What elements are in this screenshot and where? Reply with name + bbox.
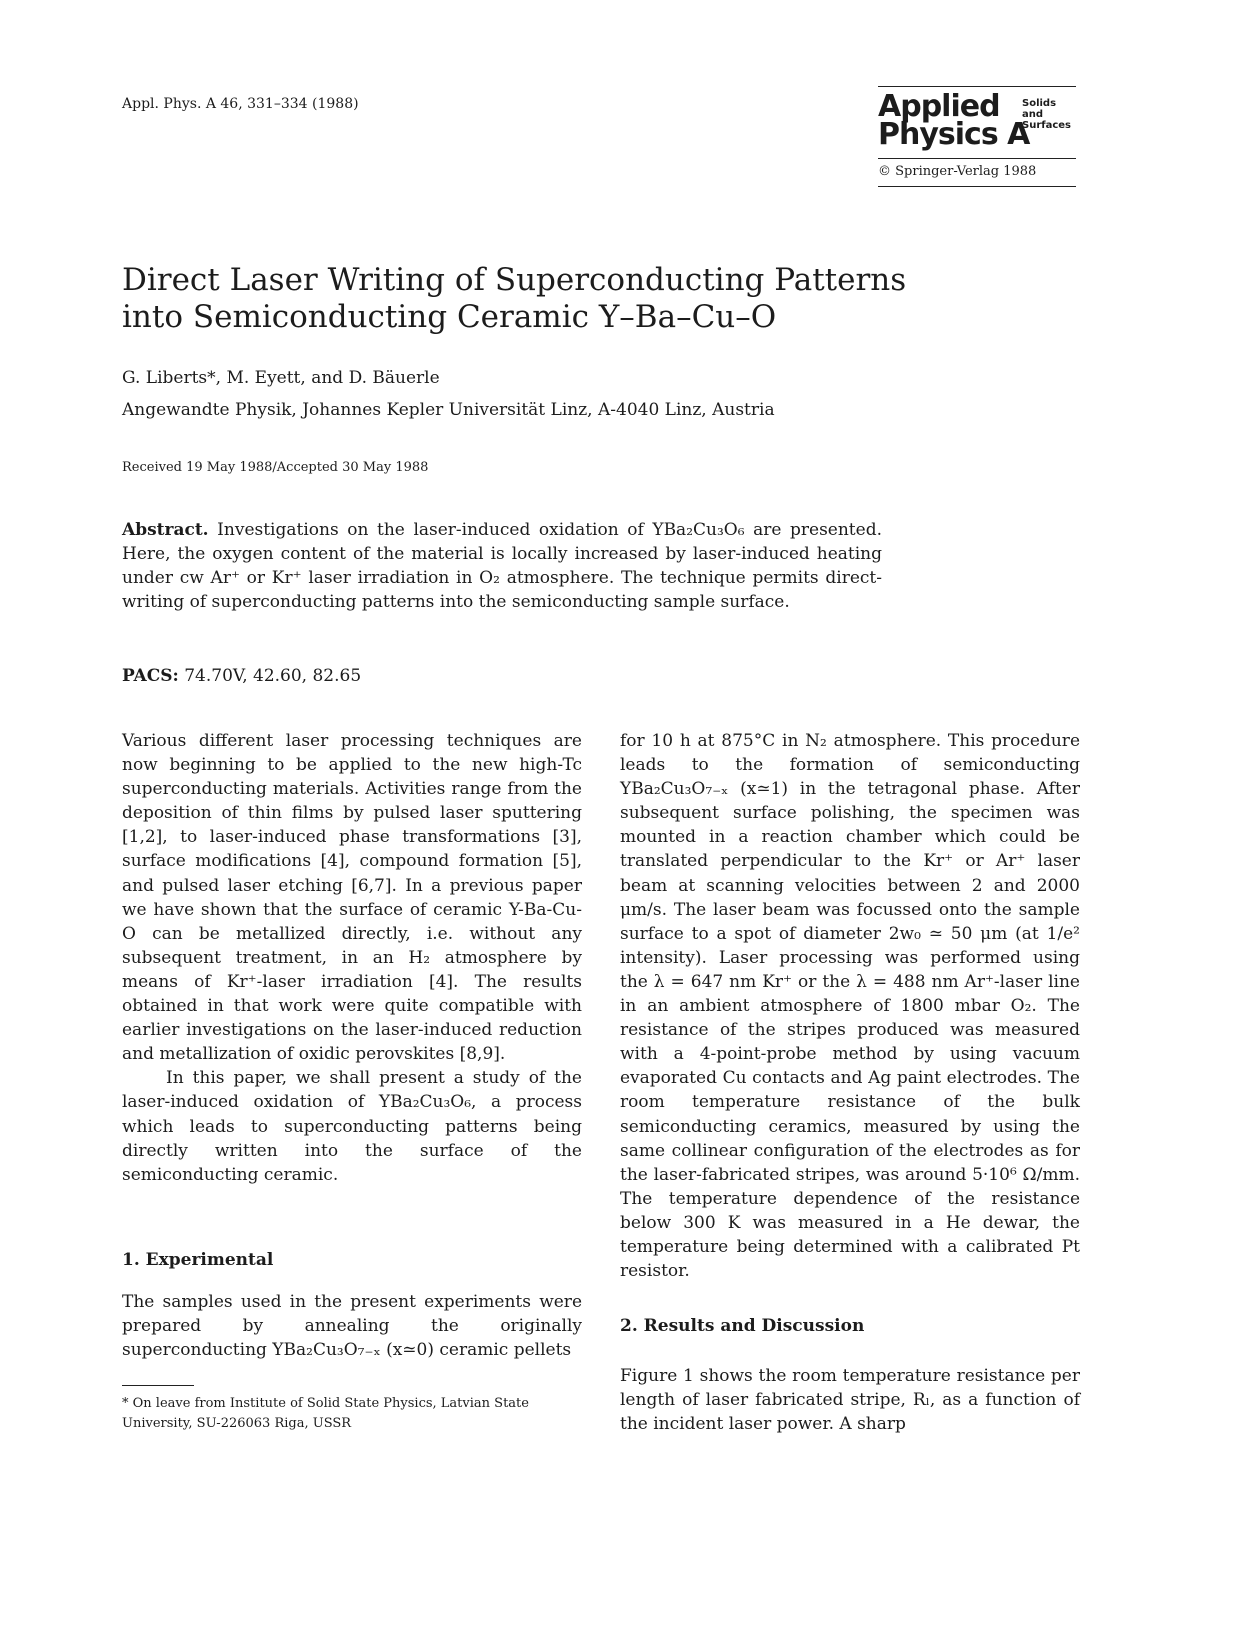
left-column-experimental xyxy=(122,1290,582,1362)
abstract-text: Investigations on the laser-induced oxidation of YBa₂Cu₃O₆ are presented. Here, the oxygen content of the material is locally increased by laser-induced heating under cw Ar⁺ or Kr⁺ laser irradiation in O₂ atmosphere. The technique permits direct-writing of superconducting patterns into the semiconducting sample surface. xyxy=(122,520,882,612)
logo-middle-rule xyxy=(878,158,1076,159)
logo-subtitle-surfaces: Surfaces xyxy=(1022,120,1072,131)
intro-paragraph-2: In this paper, we shall present a study of the laser-induced oxidation of YBa₂Cu₃O₆, a process which leads to superconducting patterns being directly written into the surface of the semiconducting ceramic. xyxy=(122,1068,582,1185)
footnote: * On leave from Institute of Solid State Physics, Latvian State University, SU-226063 Riga, USSR xyxy=(122,1396,529,1431)
logo-subtitle-and: and xyxy=(1022,109,1044,120)
experimental-paragraph-start: The samples used in the present experiments were prepared by annealing the originally superconducting YBa₂Cu₃O₇₋ₓ (x≃0) ceramic pellets xyxy=(122,1292,582,1361)
experimental-paragraph-continued: for 10 h at 875°C in N₂ atmosphere. This procedure leads to the formation of semiconducting YBa₂Cu₃O₇₋ₓ (x≃1) in the tetragonal phase. After subsequent surface polishing, the specimen was mounted in a reaction chamber which could be translated perpendicular to the Kr⁺ or Ar⁺ laser beam at scanning velocities between 2 and 2000 μm/s. The laser beam was focussed onto the sample surface to a spot of diameter 2w₀ ≃ 50 μm (at 1/e² intensity). Laser processing was performed using the λ = 647 nm Kr⁺ or the λ = 488 nm Ar⁺-laser line in an ambient atmosphere of 1800 mbar O₂. The resistance of the stripes produced was measured with a 4-point-probe method by using vacuum evaporated Cu contacts and Ag paint electrodes. The room temperature resistance of the bulk semiconducting ceramics, measured by using the same collinear configuration of the electrodes as for the laser-fabricated stripes, was around 5·10⁶ Ω/mm. The temperature dependence of the resistance below 300 K was measured in a He dewar, the temperature being determined with a calibrated Pt resistor. xyxy=(620,731,1080,1282)
intro-paragraph-1: Various different laser processing techniques are now beginning to be applied to the new high-Tc superconducting materials. Activities range from the deposition of thin films by pulsed laser sputtering [1,2], to laser-induced phase transformations [3], surface modifications [4], compound formation [5], and pulsed laser etching [6,7]. In a previous paper we have shown that the surface of ceramic Y-Ba-Cu-O can be metallized directly, i.e. without any subsequent treatment, in an H₂ atmosphere by means of Kr⁺-laser irradiation [4]. The results obtained in that work were quite compatible with earlier investigations on the laser-induced reduction and metallization of oxidic perovskites [8,9]. xyxy=(122,731,582,1065)
logo-top-rule xyxy=(878,86,1076,87)
journal-reference: Appl. Phys. A 46, 331–334 (1988) xyxy=(122,96,359,112)
copyright: © Springer-Verlag 1988 xyxy=(878,164,1037,179)
logo-bottom-rule xyxy=(878,186,1076,187)
journal-logo xyxy=(878,86,1076,192)
section-heading-experimental: 1. Experimental xyxy=(122,1250,274,1270)
pacs-label: PACS: xyxy=(122,666,179,686)
footnote-rule xyxy=(122,1385,194,1386)
right-column-experimental xyxy=(620,729,1080,1283)
right-column-results xyxy=(620,1364,1080,1436)
results-paragraph-1: Figure 1 shows the room temperature resistance per length of laser fabricated stripe, Rₗ, as a function of the incident laser power. A sharp xyxy=(620,1366,1080,1435)
abstract-label: Abstract. xyxy=(122,520,209,540)
received-date: Received 19 May 1988/Accepted 30 May 1988 xyxy=(122,460,429,475)
affiliation: Angewandte Physik, Johannes Kepler Universität Linz, A-4040 Linz, Austria xyxy=(122,400,775,420)
section-heading-results: 2. Results and Discussion xyxy=(620,1316,865,1336)
logo-physics-a: Physics A xyxy=(878,117,1030,152)
logo-subtitle xyxy=(1022,98,1071,131)
pacs xyxy=(122,666,361,686)
article-title-line-2: into Semiconducting Ceramic Y–Ba–Cu–O xyxy=(122,299,777,335)
pacs-value: 74.70V, 42.60, 82.65 xyxy=(184,666,362,686)
left-column-introduction xyxy=(122,729,582,1187)
abstract xyxy=(122,518,882,614)
logo-subtitle-solids: Solids xyxy=(1022,98,1057,109)
authors: G. Liberts*, M. Eyett, and D. Bäuerle xyxy=(122,368,440,388)
article-title xyxy=(122,262,942,336)
article-title-line-1: Direct Laser Writing of Superconducting Patterns xyxy=(122,262,907,298)
logo-applied: Applied xyxy=(878,89,1000,124)
